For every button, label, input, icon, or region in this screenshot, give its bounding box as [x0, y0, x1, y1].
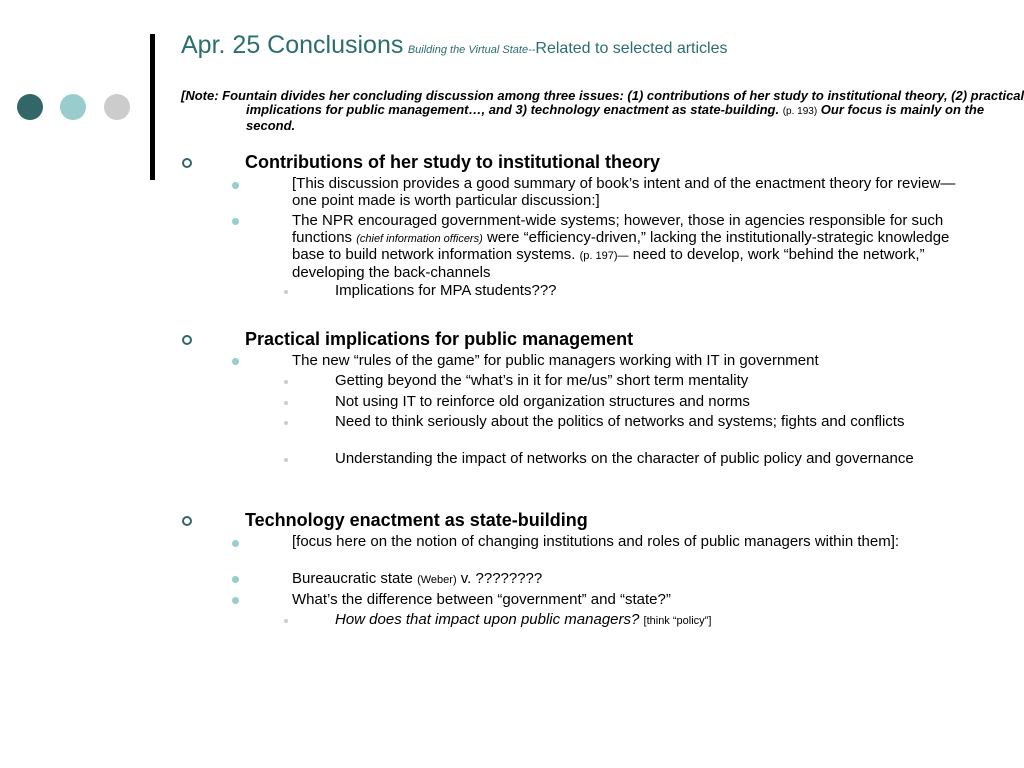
sub-list-item: Not using IT to reinforce old organization structures and norms: [335, 393, 750, 410]
section-bullet-icon: [182, 158, 192, 168]
section-bullet-icon: [182, 516, 192, 526]
sub-bullet-icon: [284, 290, 288, 294]
sub-bullet-icon: [284, 458, 288, 462]
sub-bullet-icon: [284, 380, 288, 384]
sub-list-item: Getting beyond the “what’s in it for me/us” short term mentality: [335, 372, 749, 389]
item-aside: (chief information officers): [356, 232, 483, 245]
sub-bullet-icon: [284, 401, 288, 405]
bullet-icon: [232, 540, 239, 547]
note-text: [Note: Fountain divides her concluding discussion among three issues: (1) contributions of her study to institutional theory, (2) practical implications for public management…, and 3) technology enactment as state-building.: [181, 88, 1024, 117]
sub-list-item: Understanding the impact of networks on the character of public policy and governance: [335, 450, 914, 467]
item-question: How does that impact upon public managers?: [335, 611, 640, 628]
section-heading: Practical implications for public management: [245, 329, 634, 349]
list-item: The new “rules of the game” for public managers working with IT in government: [292, 352, 819, 369]
note-focus: Our focus is mainly on the second.: [246, 102, 985, 133]
decor-dot-dark: [17, 94, 43, 120]
section-bullet-icon: [182, 335, 192, 345]
item-text: were “efficiency-driven,” lacking the institutionally-strategic knowledge base to build network information systems.: [292, 228, 950, 263]
sub-list-item: [335, 612, 955, 630]
note-paragraph: [181, 89, 1024, 133]
bullet-icon: [232, 576, 239, 583]
list-item: [292, 213, 957, 281]
bullet-icon: [232, 358, 239, 365]
item-aside: (Weber): [417, 574, 457, 586]
section-heading: Contributions of her study to institutional theory: [245, 152, 660, 172]
sub-list-item: Need to think seriously about the politics of networks and systems; fights and conflicts: [335, 413, 905, 430]
bullet-icon: [232, 182, 239, 189]
item-aside: [think “policy”]: [643, 615, 712, 627]
section-heading: Technology enactment as state-building: [245, 510, 588, 530]
title-subtitle: Related to selected articles: [535, 40, 728, 57]
item-text: Bureaucratic state: [292, 570, 413, 587]
list-item: [292, 571, 957, 589]
list-item: What’s the difference between “government” and “state?”: [292, 591, 671, 608]
title-book: Building the Virtual State: [407, 44, 529, 56]
sub-bullet-icon: [284, 421, 288, 425]
item-text: need to develop, work “behind the network,” developing the back-channels: [292, 246, 925, 281]
bullet-icon: [232, 218, 239, 225]
sub-bullet-icon: [284, 619, 288, 623]
list-item: [focus here on the notion of changing institutions and roles of public managers within them]:: [292, 533, 900, 550]
title-main: Apr. 25 Conclusions: [181, 31, 404, 59]
slide-title: [181, 31, 728, 60]
decor-dot-light: [60, 94, 86, 120]
list-item: [This discussion provides a good summary of book’s intent and of the enactment theory for review—one point made is worth particular discussion:]: [292, 175, 956, 209]
title-divider-bar: [150, 34, 155, 180]
sub-list-item: Implications for MPA students???: [335, 282, 557, 299]
decor-dot-grey: [104, 94, 130, 120]
item-text: The NPR encouraged government-wide systems; however, those in agencies responsible for such functions: [292, 212, 944, 246]
item-text: v. ????????: [460, 570, 543, 587]
bullet-icon: [232, 597, 239, 604]
note-page-ref: (p. 193): [782, 106, 818, 117]
page-ref: (p. 197)—: [579, 250, 629, 262]
title-separator: --: [528, 44, 536, 56]
